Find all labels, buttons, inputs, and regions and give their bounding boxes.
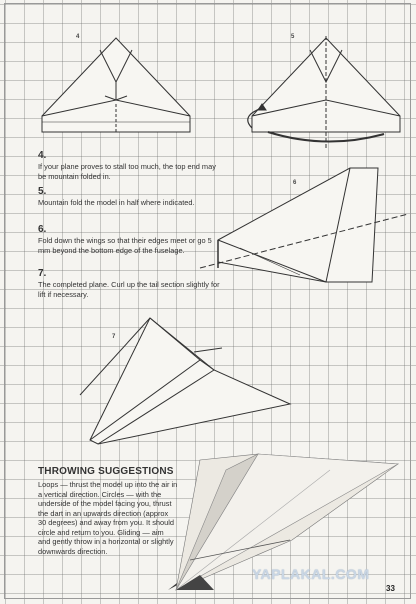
figure-label-5: 5: [291, 34, 295, 40]
step-5: [38, 186, 224, 208]
throwing-heading: THROWING SUGGESTIONS: [38, 466, 174, 477]
watermark: YAPLAKAL.COM: [252, 566, 370, 582]
figure-label-7: 7: [112, 334, 116, 340]
figure-label-6: 6: [293, 180, 297, 186]
figure-label-4: 4: [76, 34, 80, 40]
step-4: [38, 150, 224, 181]
diagram-step-4: [42, 38, 190, 132]
step-7: [38, 268, 224, 299]
throwing-text: Loops — thrust the model up into the air in a vertical direction. Circles — with the underside of the model facing you, thrust the dart in an upwards direction (approx 30 degrees) and away from you. It should circle and return to you. Gliding — aim and gently throw in a horizontal or slightly downwards direction.: [38, 480, 178, 556]
step-number: 6.: [38, 224, 47, 235]
step-text: Fold down the wings so that their edges meet or go 5 mm beyond the bottom edge of the fuselage.: [38, 236, 212, 255]
step-number: 4.: [38, 150, 47, 161]
step-number: 5.: [38, 186, 47, 197]
step-6: [38, 224, 224, 255]
step-number: 7.: [38, 268, 47, 279]
step-text: If your plane proves to stall too much, the top end may be mountain folded in.: [38, 162, 216, 181]
throwing-suggestions: [38, 466, 178, 556]
step-text: Mountain fold the model in half where indicated.: [38, 198, 195, 207]
diagram-step-5: [248, 36, 400, 148]
diagram-step-6: [200, 168, 408, 282]
page-number: 33: [386, 584, 395, 593]
step-text: The completed plane. Curl up the tail section slightly for lift if necessary.: [38, 280, 220, 299]
